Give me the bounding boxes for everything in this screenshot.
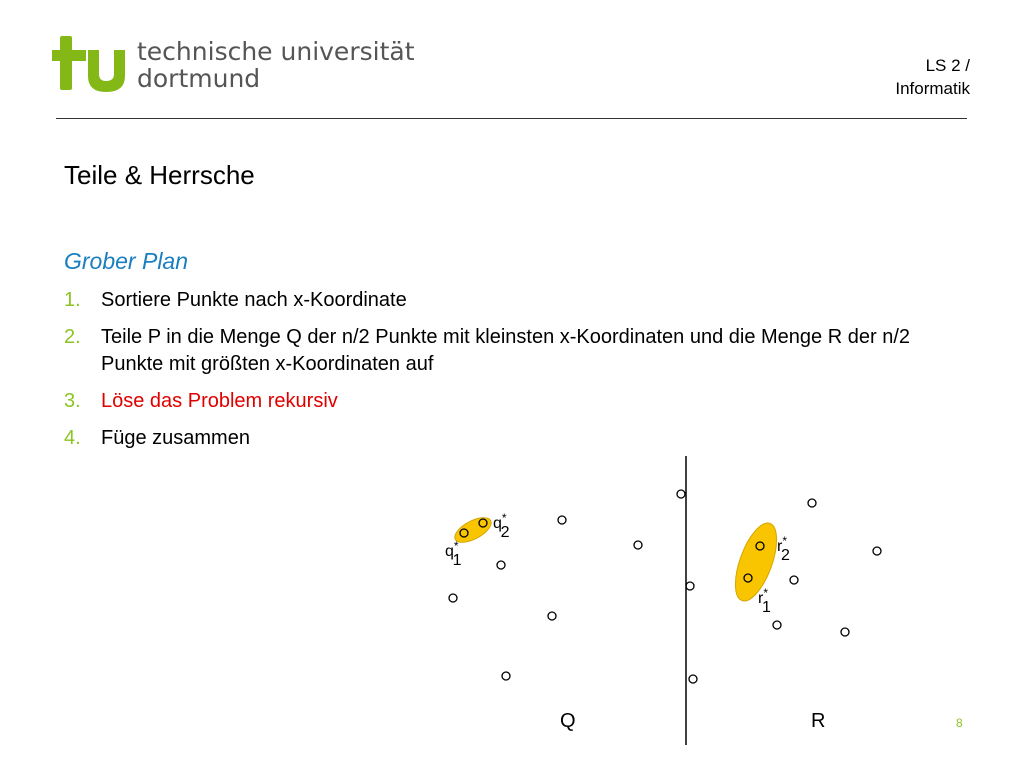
- label-r1: r* 1: [758, 586, 771, 616]
- point: [449, 594, 457, 602]
- plan-item-text: Teile P in die Menge Q der n/2 Punkte mit kleinsten x-Koordinaten und die Menge R der n/2 Punkte mit größten x-Koordinaten auf: [101, 326, 910, 375]
- university-name-line1: technische universität: [137, 37, 415, 66]
- region-label-q: Q: [560, 710, 576, 732]
- plan-item-text: Sortiere Punkte nach x-Koordinate: [101, 289, 407, 311]
- label-r2: r* 2: [777, 534, 790, 564]
- plan-item-number: 2.: [64, 326, 81, 348]
- plan-item-number: 3.: [64, 390, 81, 412]
- region-label-r: R: [811, 710, 826, 732]
- point: [558, 516, 566, 524]
- chair-line2: Informatik: [895, 79, 970, 98]
- plan-item-text: Löse das Problem rekursiv: [101, 390, 338, 412]
- plan-item-number: 1.: [64, 289, 81, 311]
- point: [808, 499, 816, 507]
- point: [677, 490, 685, 498]
- page-number: 8: [956, 716, 963, 730]
- point: [841, 628, 849, 636]
- slide-title: Teile & Herrsche: [64, 160, 255, 190]
- label-q2: q* 2: [493, 511, 510, 541]
- point: [497, 561, 505, 569]
- point: [773, 621, 781, 629]
- point: [790, 576, 798, 584]
- label-q1: q* 1: [445, 539, 462, 569]
- point: [548, 612, 556, 620]
- points: [449, 490, 881, 683]
- university-name-line2: dortmund: [137, 64, 261, 93]
- point: [686, 582, 694, 590]
- slide-subtitle: Grober Plan: [64, 248, 189, 274]
- point: [502, 672, 510, 680]
- chair-line1: LS 2 /: [925, 56, 970, 75]
- point: [634, 541, 642, 549]
- point: [873, 547, 881, 555]
- plan-item-number: 4.: [64, 427, 81, 449]
- plan-item-text: Füge zusammen: [101, 427, 250, 449]
- closest-pair-r-highlight: [727, 518, 785, 606]
- point: [689, 675, 697, 683]
